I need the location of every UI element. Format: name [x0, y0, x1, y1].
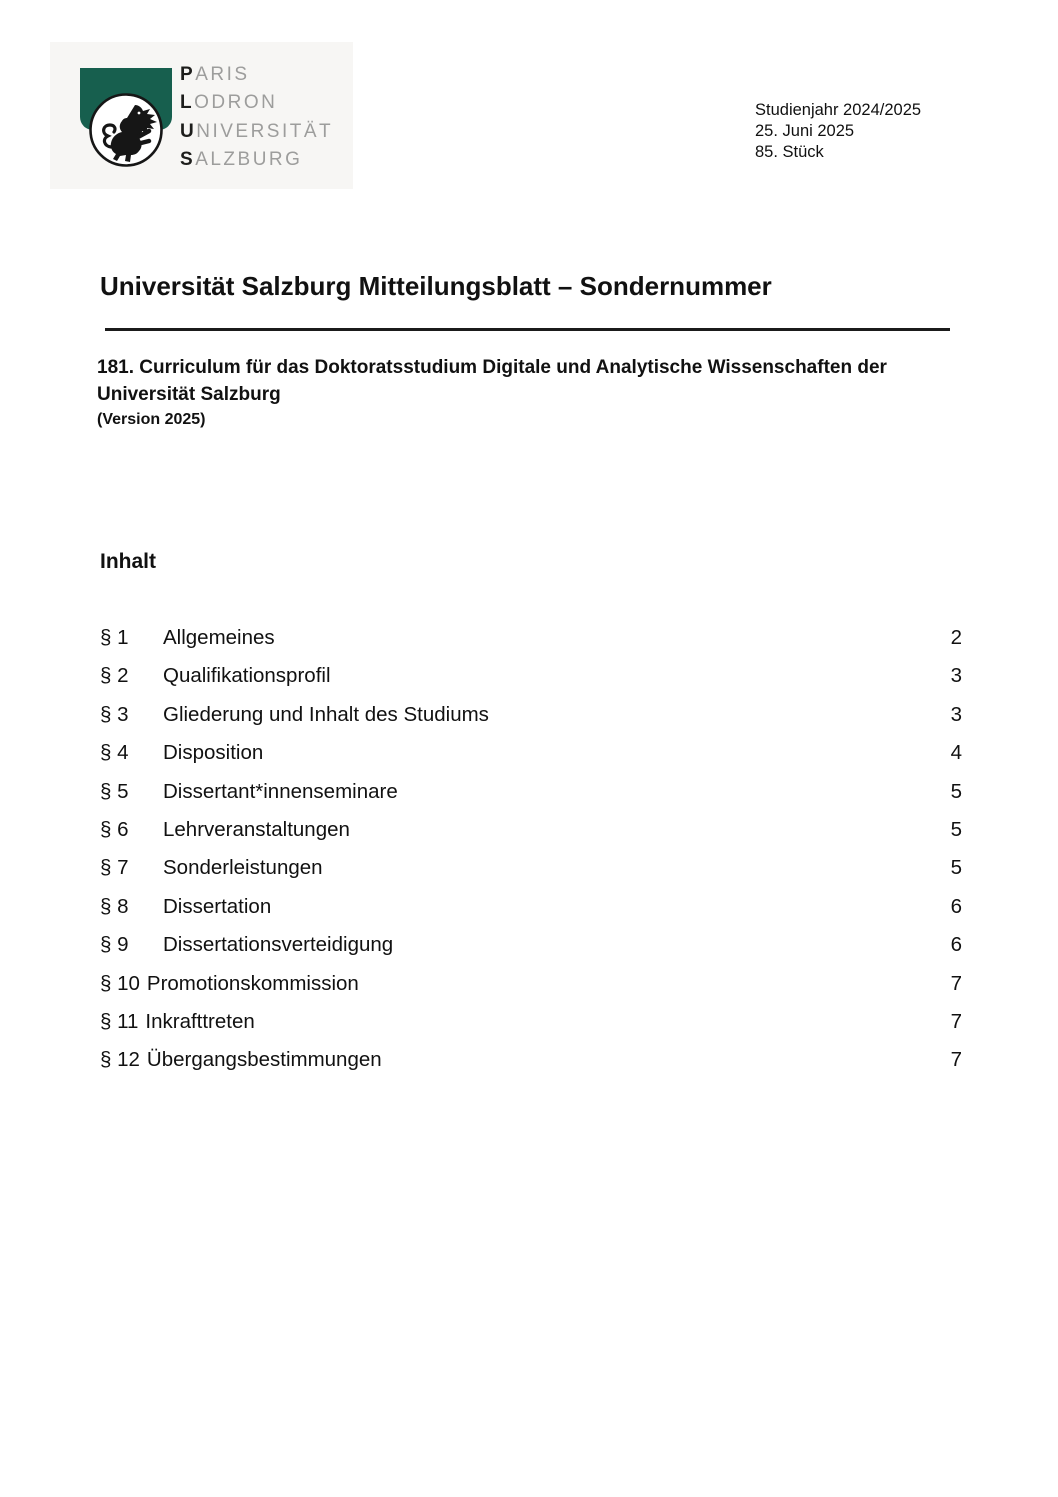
toc-entry-page: 7 — [950, 1009, 962, 1033]
toc-entry — [100, 1048, 962, 1072]
toc-entry-label: Lehrveranstaltungen — [163, 817, 350, 841]
toc-entry-label: Gliederung und Inhalt des Studiums — [163, 702, 489, 726]
toc-entry-number: § 9 — [100, 933, 129, 957]
logo-wordmark — [180, 61, 333, 175]
page-title: Universität Salzburg Mitteilungsblatt – Sondernummer — [100, 271, 772, 301]
toc-entry-page: 6 — [950, 894, 962, 918]
study-year: Studienjahr 2024/2025 — [755, 101, 922, 119]
toc-entry-page: 7 — [950, 971, 962, 995]
toc-entry-label: Allgemeines — [163, 626, 275, 649]
logo-initial: U — [180, 120, 197, 142]
lion-seal-icon — [87, 91, 165, 169]
toc-entry-label: Inkrafttreten — [145, 1009, 255, 1033]
toc-entry-label: Disposition — [163, 741, 264, 765]
toc-entry-page: 6 — [950, 933, 962, 957]
toc-entry-page: 3 — [950, 664, 962, 688]
toc-entry-page: 4 — [950, 741, 962, 765]
issue-date: 25. Juni 2025 — [755, 122, 855, 140]
toc-entry-page: 7 — [950, 1048, 962, 1072]
logo-wordmark-line — [180, 118, 333, 146]
toc-entry-label: Sonderleistungen — [163, 856, 323, 880]
logo-initial: S — [180, 149, 196, 171]
toc-entry-number: § 6 — [100, 817, 129, 841]
toc-entry — [100, 818, 962, 842]
logo-initial: P — [180, 64, 196, 85]
toc-heading: Inhalt — [100, 550, 156, 573]
version-note: (Version 2025) — [97, 411, 206, 428]
logo-rest: ODRON — [194, 92, 278, 114]
toc-entry-label: Promotionskommission — [146, 971, 359, 995]
toc-entry — [100, 972, 962, 996]
toc-entry — [100, 741, 962, 765]
toc-entry-label: Qualifikationsprofil — [163, 664, 331, 688]
toc-entry — [100, 703, 962, 727]
toc-entry-number: § 4 — [100, 741, 129, 765]
curriculum-heading — [97, 355, 965, 431]
toc-entry-page: 3 — [950, 702, 962, 726]
toc-entry — [100, 856, 962, 880]
toc-entry-number: § 5 — [100, 779, 129, 803]
toc-entry-number: § 2 — [100, 664, 129, 688]
issue-info — [755, 100, 921, 163]
toc-entry-number: § 3 — [100, 702, 129, 726]
logo-rest: ALZBURG — [195, 149, 303, 171]
toc-entry-label: Dissertation — [163, 894, 272, 918]
title-divider — [105, 328, 950, 331]
toc-entry-number: § 1 — [100, 626, 129, 649]
toc-entry-number: § 8 — [100, 894, 129, 918]
toc-entry-page: 5 — [950, 779, 962, 803]
toc-entry — [100, 933, 962, 957]
logo-wordmark-line — [180, 61, 333, 89]
logo-initial: L — [180, 92, 195, 114]
logo-rest: ARIS — [195, 64, 250, 85]
toc-entry-label: Dissertationsverteidigung — [163, 933, 394, 957]
table-of-contents — [100, 626, 962, 1087]
toc-entry — [100, 626, 962, 650]
curriculum-heading-text: 181. Curriculum für das Doktoratsstudium Digitale und Analytische Wissenschaften der Universität Salzburg — [97, 357, 887, 405]
toc-entry-number: § 10 — [100, 971, 140, 995]
toc-entry — [100, 895, 962, 919]
toc-entry-label: Dissertant*innenseminare — [163, 779, 398, 803]
toc-entry-number: § 11 — [100, 1009, 139, 1033]
issue-number: 85. Stück — [755, 143, 824, 161]
toc-entry — [100, 780, 962, 804]
toc-entry-number: § 12 — [100, 1048, 140, 1072]
toc-entry-page: 5 — [950, 817, 962, 841]
logo-wordmark-line — [180, 146, 333, 174]
toc-entry-page: 5 — [950, 856, 962, 880]
toc-entry-number: § 7 — [100, 856, 129, 880]
logo-rest: NIVERSITÄT — [196, 120, 334, 142]
university-logo — [50, 42, 353, 189]
toc-entry — [100, 664, 962, 688]
toc-entry-page: 2 — [950, 626, 962, 649]
logo-wordmark-line — [180, 89, 333, 117]
toc-entry — [100, 1010, 962, 1034]
toc-entry-label: Übergangsbestimmungen — [146, 1048, 382, 1072]
